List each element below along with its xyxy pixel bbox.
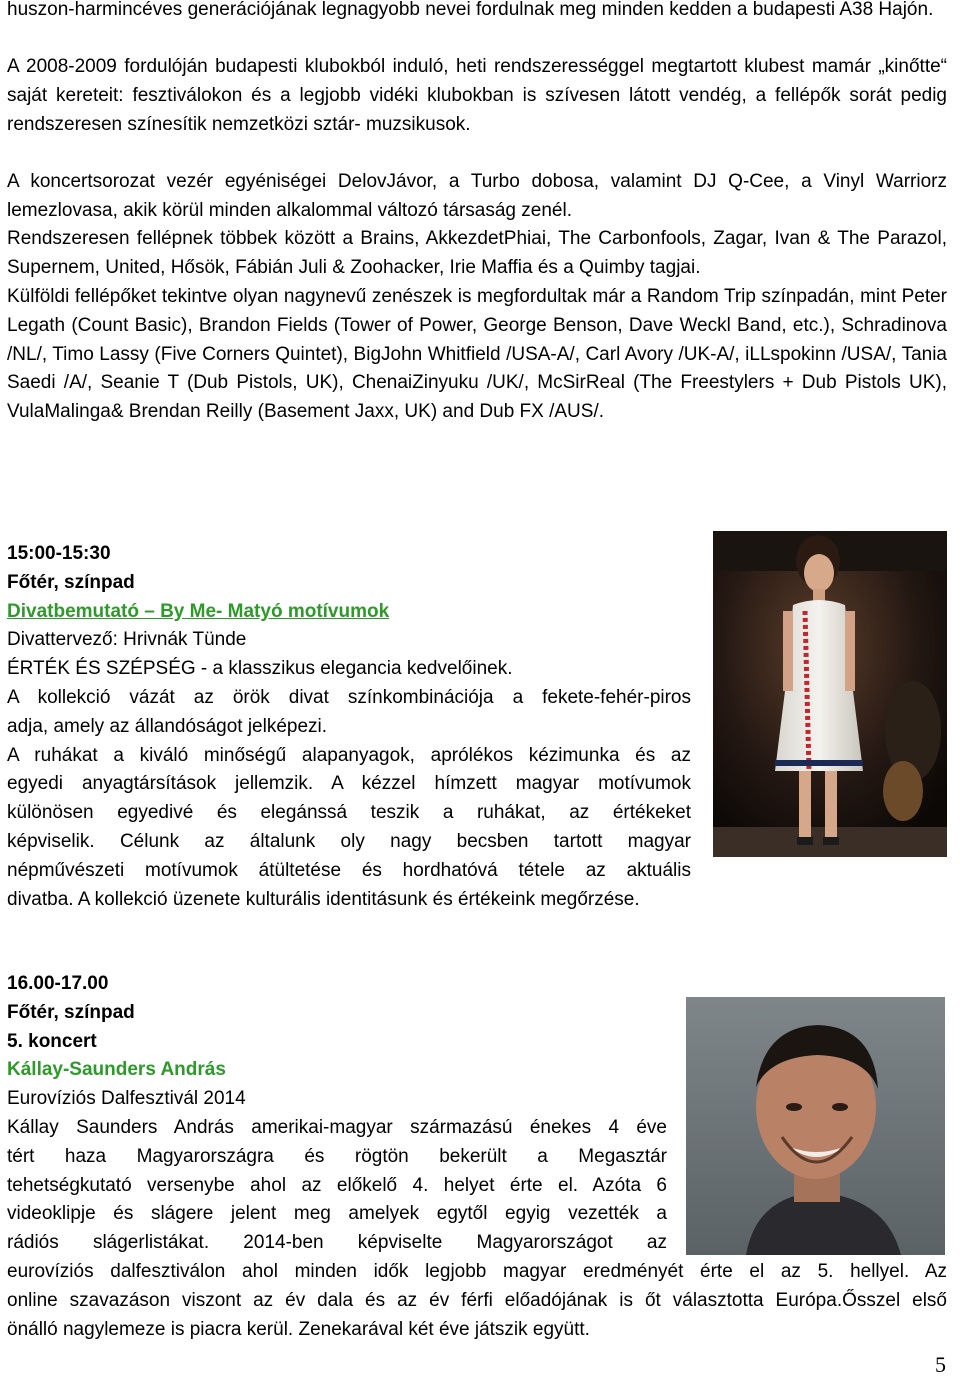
event-text-line: videoklipje és slágere jelent meg amelyek egytől egyig vezették a [7,1203,667,1225]
event-subtitle: Eurovíziós Dalfesztivál 2014 [7,1088,246,1110]
event-time: 16.00-17.00 [7,973,109,994]
fashion-model-photo [713,531,947,857]
event-venue: Főtér, színpad [7,571,135,593]
event-text-line: A ruhákat a kiváló minőségű alapanyagok, aprólékos kézimunka és az [7,744,691,766]
event-text-line: eurovíziós dalfesztiválon ahol minden idők legjobb magyar eredményét érte el az 5. hellyel. Az [7,1260,947,1282]
event-designer: Divattervező: Hrivnák Tünde [7,629,247,651]
intro-paragraph-2: A 2008-2009 fordulóján budapesti klubokból induló, heti rendszerességgel megtartott klubest mamár „kinőtte“ saját kereteit: fesztiválokon és a legjobb vidéki klubokban is szívesen látott vendég, a fellépők sorát pedig rendszeresen színesítik nemzetközi sztár- muzsikusok. [7,56,947,135]
event-text-line: rádiós slágerlistákat. 2014-ben képviselte Magyarországot az [7,1232,667,1254]
page-number: 5 [935,1352,946,1377]
event-text-line: tehetségkutató versenybe ahol az előkelő 4. helyet érte el. Azóta 6 [7,1174,667,1196]
event-title: Divatbemutató – By Me- Matyó motívumok [7,600,390,622]
intro-paragraph-1: huszon-harmincéves generációjának legnagyobb nevei fordulnak meg minden kedden a budapesti A38 Hajón. [7,0,934,20]
intro-paragraph-3: A koncertsorozat vezér egyéniségei DelovJávor, a Turbo dobosa, valamint DJ Q-Cee, a Vinyl Warriorz lemezlovasa, akik körül minden alkalommal változó társaság zenél. [7,171,947,221]
event-text-line: népművészeti motívumok átültetése és hordhatóvá tétele az aktuális [7,859,691,881]
event-text-line: önálló nagylemeze is piacra kerül. Zenekarával két éve játszik együtt. [7,1318,590,1340]
event-text-line: adja, amely az állandóságot jelképezi. [7,715,328,737]
event-venue: Főtér, színpad [7,1001,135,1023]
event-text-line: Kállay Saunders András amerikai-magyar származású énekes 4 éve [7,1116,667,1138]
concert-number: 5. koncert [7,1030,97,1052]
event-text-line: képviselik. Célunk az általunk oly nagy becsben tartott magyar [7,830,691,852]
event-time: 15:00-15:30 [7,543,111,564]
event-text-line: A kollekció vázát az örök divat színkombinációja a fekete-fehér-piros [7,686,691,708]
event-text-line: divatba. A kollekció üzenete kulturális identitásunk és értékeink megőrzése. [7,888,640,910]
intro-paragraph-5: Külföldi fellépőket tekintve olyan nagynevű zenészek is megfordultak már a Random Trip színpadán, mint Peter Legath (Count Basic), Brandon Fields (Tower of Power, George Benson, Dave Weckl Band, etc.), Schradinova /NL/, Timo Lassy (Five Corners Quintet), BigJohn Whitfield /USA-A/, Carl Avory /UK-A/, iLLspokinn /USA/, Tania Saedi /A/, Seanie T (Dub Pistols, UK), ChenaiZinyuku /UK/, McSirReal (The Freestylers + Dub Pistols UK), VulaMalinga& Brendan Reilly (Basement Jaxx, UK) and Dub FX /AUS/. [7,286,947,423]
intro-paragraph-4: Rendszeresen fellépnek többek között a Brains, AkkezdetPhiai, The Carbonfools, Zagar, Ivan & The Parazol, Supernem, United, Hősök, Fábián Juli & Zoohacker, Irie Maffia és a Quimby tagjai. [7,228,947,278]
fashion-show-section [7,540,691,914]
event-text-line: ÉRTÉK ÉS SZÉPSÉG - a klasszikus elegancia kedvelőinek. [7,658,513,680]
event-text-line: online szavazáson viszont az év dala és az év férfi előadójának is őt választotta Európa.Ősszel első [7,1289,947,1311]
event-text-line: különösen egyedivé és elegánssá teszik a ruhákat, az értékeket [7,802,691,824]
event-text-line: egyedi anyagtársítások jellemzik. A kézzel hímzett magyar motívumok [7,773,691,795]
event-text-line: tért haza Magyarországra és rögtön bekerült a Megasztár [7,1145,667,1167]
artist-name: Kállay-Saunders András [7,1059,226,1081]
artist-portrait-photo [686,997,945,1255]
